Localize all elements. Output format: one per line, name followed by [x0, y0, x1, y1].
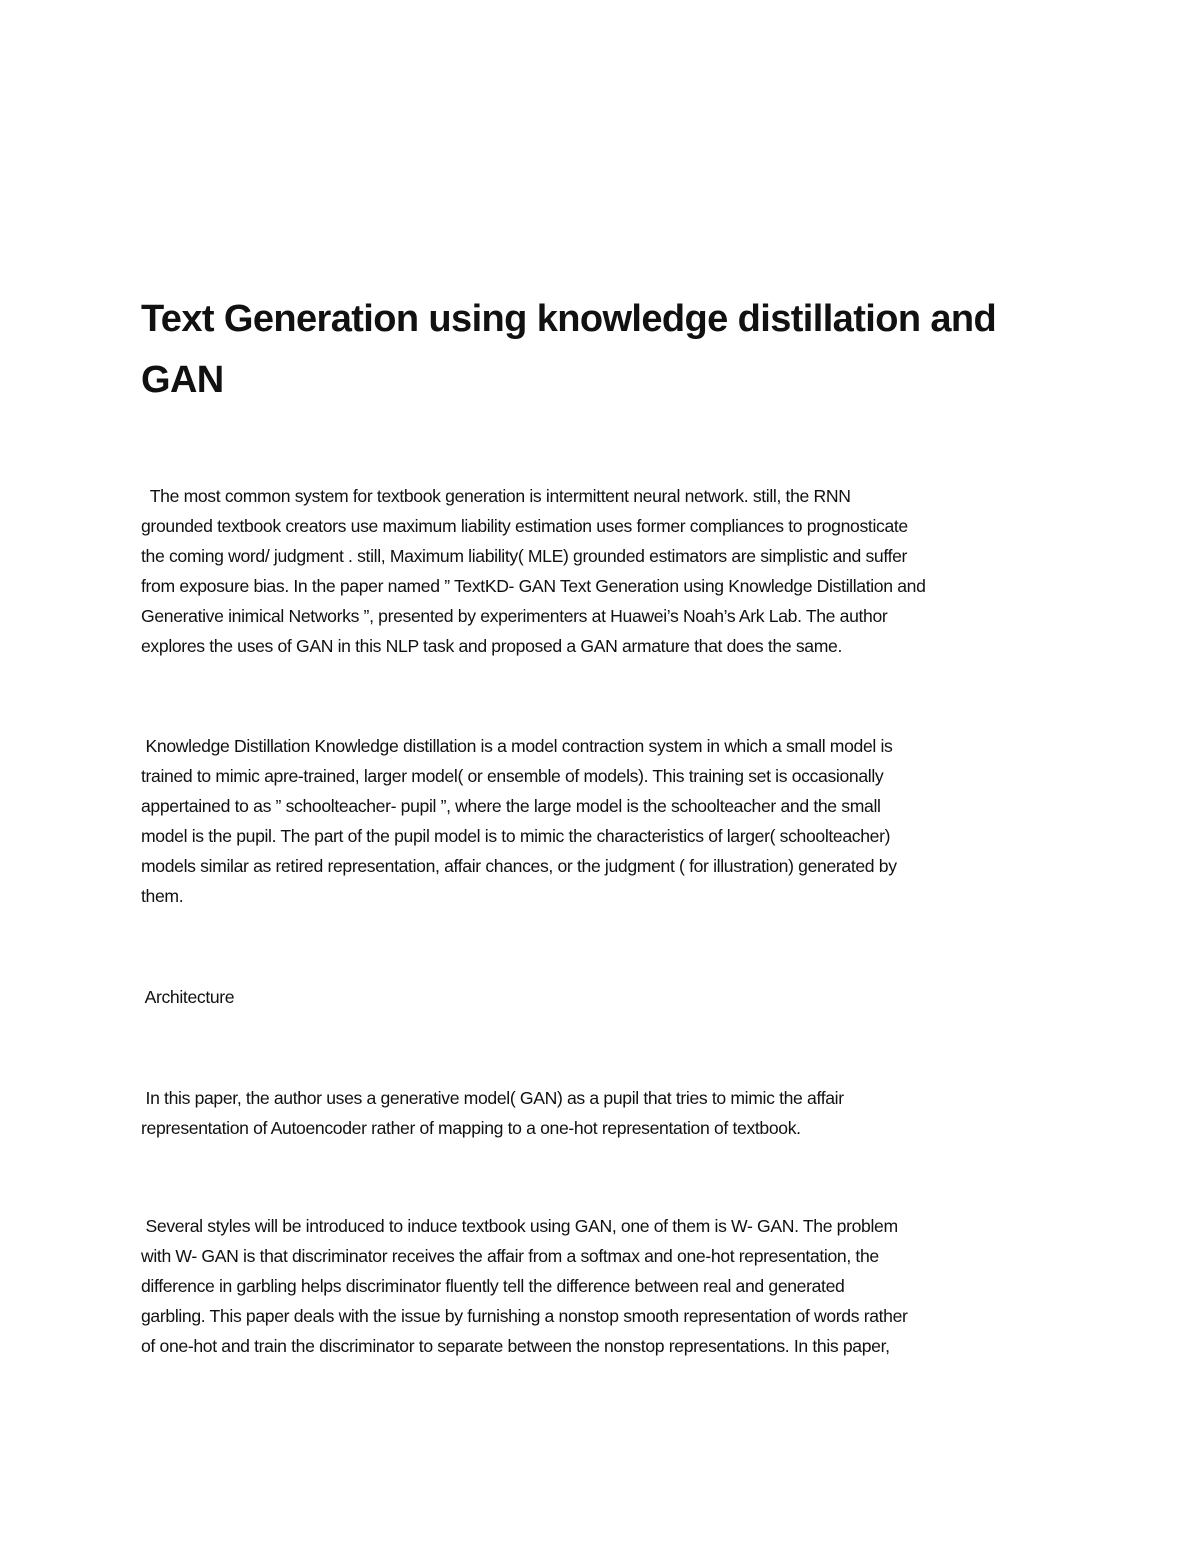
paragraph-line: of one-hot and train the discriminator to separate between the nonstop representations. In this paper,	[141, 1336, 890, 1356]
paragraph-line: appertained to as ” schoolteacher- pupil ”, where the large model is the schoolteacher and the small	[141, 796, 881, 816]
paragraph-line: Knowledge Distillation Knowledge distillation is a model contraction system in which a small model is	[141, 736, 893, 756]
paragraph-line: Several styles will be introduced to induce textbook using GAN, one of them is W- GAN. The problem	[141, 1216, 898, 1236]
paragraph-line: with W- GAN is that discriminator receives the affair from a softmax and one-hot representation, the	[141, 1246, 879, 1266]
paragraph-line: the coming word/ judgment . still, Maximum liability( MLE) grounded estimators are simplistic and suffer	[141, 546, 908, 566]
paragraph-line: from exposure bias. In the paper named ” TextKD- GAN Text Generation using Knowledge Distillation and	[141, 576, 926, 596]
page-title-line-1: Text Generation using knowledge distillation and	[141, 298, 997, 340]
paragraph-line: difference in garbling helps discriminator fluently tell the difference between real and generated	[141, 1276, 845, 1296]
paragraph-line: grounded textbook creators use maximum liability estimation uses former compliances to prognosticate	[141, 516, 908, 536]
paragraph-line: trained to mimic apre-trained, larger model( or ensemble of models). This training set is occasionally	[141, 766, 884, 786]
paragraph-line: model is the pupil. The part of the pupil model is to mimic the characteristics of larger( schoolteacher)	[141, 826, 891, 846]
paragraph-line: garbling. This paper deals with the issue by furnishing a nonstop smooth representation of words rather	[141, 1306, 908, 1326]
paragraph-line: explores the uses of GAN in this NLP task and proposed a GAN armature that does the same.	[141, 636, 843, 656]
paragraph-line: them.	[141, 886, 184, 906]
paragraph-line: Generative inimical Networks ”, presented by experimenters at Huawei’s Noah’s Ark Lab. The author	[141, 606, 888, 626]
section-heading: Architecture	[141, 987, 235, 1007]
paragraph-line: models similar as retired representation, affair chances, or the judgment ( for illustration) generated by	[141, 856, 897, 876]
paragraph-line: In this paper, the author uses a generative model( GAN) as a pupil that tries to mimic the affair	[141, 1088, 844, 1108]
paragraph-line: representation of Autoencoder rather of mapping to a one-hot representation of textbook.	[141, 1118, 801, 1138]
page-title-line-2: GAN	[141, 359, 224, 401]
paragraph-line: The most common system for textbook generation is intermittent neural network. still, the RNN	[141, 486, 851, 506]
